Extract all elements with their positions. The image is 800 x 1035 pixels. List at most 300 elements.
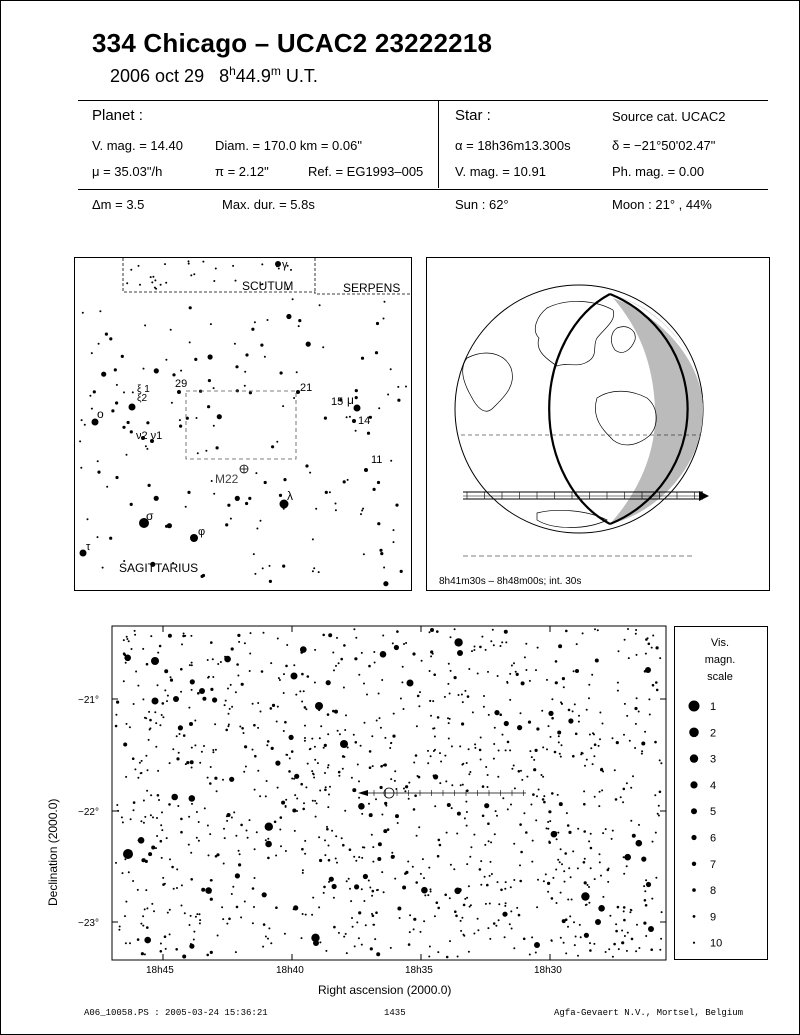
chart-star [237,634,240,637]
chart-star [316,802,318,804]
chart-star [584,933,589,938]
finder-star [185,506,187,508]
chart-star [333,897,335,899]
finder-star [211,480,213,482]
finder-star [360,513,362,515]
chart-star [319,790,321,792]
chart-star [427,750,429,752]
chart-star [184,912,186,914]
chart-star [363,683,365,685]
chart-star [375,911,378,914]
label-21: 21 [300,382,313,394]
chart-star [381,814,383,816]
finder-star [296,371,298,373]
chart-star [232,886,234,888]
chart-star [430,628,434,632]
chart-star [648,643,651,646]
finder-star [97,536,99,538]
chart-star [427,762,429,764]
finder-star [254,573,256,575]
chart-star [195,916,197,918]
chart-star [480,884,482,886]
finder-star [148,484,151,487]
chart-star [509,699,511,701]
chart-star [548,725,550,727]
x-axis-label: Right ascension (2000.0) [318,983,452,997]
finder-star [255,472,257,474]
legend-title-1: Vis. [710,637,730,649]
chart-star [624,935,626,937]
chart-star [235,951,237,953]
chart-star [439,752,441,754]
chart-star [576,643,578,645]
finder-star [151,281,153,283]
finder-star [260,520,262,522]
chart-star [572,755,575,758]
chart-star [424,894,426,896]
label-mu: μ [347,393,354,407]
chart-star [285,850,287,852]
chart-star [421,660,423,662]
chart-star [338,932,340,934]
chart-star [160,840,163,843]
chart-star [598,805,600,807]
chart-star [494,710,499,715]
chart-star [480,737,482,739]
footer-left: A06_10058.PS : 2005-03-24 15:36:21 [84,1008,268,1018]
chart-star [519,880,522,883]
chart-star [115,725,118,728]
chart-star [588,840,590,842]
finder-star [363,553,365,555]
chart-star [638,947,640,949]
chart-star [176,735,178,737]
finder-star [322,346,324,348]
chart-star [439,782,441,784]
chart-star [227,725,229,727]
chart-star [176,887,178,889]
star-source: Source cat. UCAC2 [612,109,726,124]
label-o: o [97,407,104,421]
hour-sup: h [229,64,236,78]
finder-star [196,417,198,419]
chart-star [369,766,372,769]
chart-star [344,729,346,731]
chart-star [150,814,152,816]
chart-star [436,901,439,904]
finder-star [130,503,133,506]
chart-star [353,734,355,736]
chart-star [361,888,363,890]
chart-star [274,821,277,824]
finder-star [329,491,331,493]
chart-star [304,725,306,727]
chart-star [238,863,241,866]
chart-star [265,795,267,797]
chart-star [535,952,537,954]
chart-star [580,936,582,938]
chart-star [568,718,573,723]
chart-star [472,711,474,713]
chart-star [143,822,145,824]
chart-star [252,749,254,751]
finder-star [390,460,392,462]
finder-star [130,430,133,433]
footer-right: Agfa-Gevaert N.V., Mortsel, Belgium [554,1008,744,1018]
finder-star [179,419,181,421]
chart-star [322,634,325,637]
chart-star [594,743,597,746]
chart-star [636,840,643,847]
finder-star [375,351,378,354]
chart-star [115,714,117,716]
chart-star [506,681,508,683]
chart-star [455,915,458,918]
chart-star [520,712,522,714]
finder-star [269,565,271,567]
chart-star [454,676,457,679]
chart-star [469,906,471,908]
chart-star [620,796,622,798]
chart-star [164,935,167,938]
chart-star [141,952,144,955]
chart-star [181,884,183,886]
chart-star [599,791,601,793]
finder-star [362,508,364,510]
chart-star [651,647,653,649]
chart-star [318,906,320,908]
finder-star [384,301,386,303]
chart-star [268,927,270,929]
chart-star [323,747,325,749]
chart-star [326,828,329,831]
chart-star [318,836,320,838]
chart-star [133,801,136,804]
chart-star [599,712,601,714]
chart-star [430,715,432,717]
x-tick-1830: 18h30 [534,965,562,976]
chart-star [594,628,596,630]
chart-star [621,930,623,932]
chart-star [383,764,385,766]
chart-star [624,639,626,641]
chart-star [449,897,451,899]
chart-star [584,897,586,899]
chart-star [652,841,654,843]
chart-star [325,786,327,788]
chart-star [652,684,655,687]
bright-chart-star [595,919,601,925]
chart-star [191,747,193,749]
chart-star [547,891,549,893]
chart-star [414,794,417,797]
chart-star [372,890,375,893]
chart-star [556,838,558,840]
finder-star [283,478,286,481]
chart-star [179,733,181,735]
chart-star [428,867,430,869]
chart-star [494,727,496,729]
chart-star [358,911,361,914]
chart-star [156,817,158,819]
chart-star [210,688,213,691]
chart-star [365,924,367,926]
chart-star [378,842,382,846]
legend-dot [690,754,698,762]
chart-star [402,666,404,668]
chart-star [267,857,270,860]
chart-star [328,764,330,766]
legend-dot [692,862,696,866]
chart-star [328,794,330,796]
legend-label: 9 [710,911,717,924]
chart-star [566,812,568,814]
chart-star [140,923,142,925]
chart-star [257,702,259,704]
finder-star [127,421,130,424]
finder-star [122,426,125,429]
chart-star [275,855,277,857]
chart-star [650,948,653,951]
finder-star [282,405,284,407]
finder-star [232,265,234,267]
star-14 [352,419,356,423]
chart-star [517,725,522,730]
finder-star [261,263,263,265]
chart-star [239,726,241,728]
chart-star [536,795,538,797]
chart-star [265,841,272,848]
chart-star [118,929,120,931]
chart-star [468,773,470,775]
chart-star [189,722,193,726]
label-xi1: ξ 1 [137,384,150,395]
chart-star [331,830,333,832]
chart-star [627,628,629,630]
chart-star [659,657,661,659]
chart-star [552,877,554,879]
chart-star [294,830,296,832]
chart-star [521,681,525,685]
chart-star [249,819,251,821]
chart-star [155,722,157,724]
chart-star [152,816,154,818]
finder-star [144,324,146,326]
chart-star [652,635,654,637]
finder-star [383,567,385,569]
chart-star [215,855,218,858]
chart-star [319,859,322,862]
chart-star [148,739,150,741]
chart-star [526,776,528,778]
chart-star [351,777,353,779]
chart-star [397,907,401,911]
chart-star [376,720,378,722]
chart-star [530,804,532,806]
finder-star [80,467,82,469]
chart-star [565,630,568,633]
chart-star [582,632,584,634]
chart-star [521,779,523,781]
star-mu [354,405,361,412]
chart-star [159,724,161,726]
chart-star [373,924,375,926]
page-title: 334 Chicago – UCAC2 23222218 [92,28,493,58]
legend-label: 10 [710,937,723,950]
finder-star [146,421,149,424]
chart-star [155,746,157,748]
info-bottom-rule [78,189,768,190]
legend-dot [689,701,700,712]
chart-star [240,916,242,918]
chart-star [601,789,603,791]
chart-star [400,698,402,700]
chart-star [437,951,439,953]
chart-star [193,931,195,933]
chart-star [342,844,345,847]
chart-star [629,740,631,742]
chart-star [468,668,470,670]
chart-star [451,807,453,809]
finder-star [313,567,315,569]
chart-star [462,763,464,765]
chart-star [466,811,468,813]
chart-star [122,821,124,823]
chart-star [170,676,172,678]
chart-star [617,690,619,692]
chart-star [270,942,272,944]
star-delta: δ = −21°50'02.47" [612,138,716,153]
chart-star [568,831,571,834]
chart-star [332,884,337,889]
chart-star [477,929,479,931]
finder-star [230,518,232,520]
chart-star [263,632,265,634]
chart-star [497,675,499,677]
chart-star [519,864,521,866]
chart-star [368,803,370,805]
bright-chart-star [648,926,654,932]
chart-star [543,880,545,882]
chart-star [542,776,544,778]
chart-star [513,662,515,664]
chart-star [334,710,338,714]
chart-star [328,859,331,862]
chart-star [389,747,391,749]
chart-star [484,876,486,878]
chart-star [364,722,366,724]
chart-star [523,938,526,941]
chart-star [304,737,306,739]
label-gamma: γ [282,259,288,271]
finder-chart-svg [75,258,411,590]
chart-star [644,899,647,902]
chart-star [555,869,557,871]
chart-star [201,751,203,753]
chart-star [493,743,495,745]
chart-star [177,805,179,807]
planet-vmag: V. mag. = 14.40 [92,138,183,153]
chart-star [301,701,303,703]
finder-star [286,314,291,319]
finder-star [298,325,300,327]
chart-star [191,767,193,769]
finder-star [400,570,403,573]
finder-star [306,342,311,347]
chart-star [659,949,661,951]
chart-star [647,637,649,639]
chart-star [384,737,386,739]
chart-star [468,951,470,953]
chart-star [240,824,243,827]
chart-star [358,797,360,799]
finder-star [84,424,86,426]
chart-star [320,725,322,727]
chart-star [327,767,329,769]
chart-star [169,762,171,764]
chart-star [654,794,656,796]
chart-star [342,768,344,770]
chart-star [381,679,383,681]
chart-star [302,869,304,871]
chart-star [433,727,435,729]
chart-star [235,873,240,878]
chart-star [635,950,637,952]
chart-star [188,707,190,709]
chart-star [303,802,305,804]
chart-star [207,777,209,779]
finder-star [249,391,252,394]
finder-star [279,494,282,497]
bright-chart-star [123,849,133,859]
chart-star [372,765,374,767]
finder-star [312,538,314,540]
chart-star [564,852,567,855]
chart-star [520,770,522,772]
chart-star [294,794,296,796]
chart-star [380,786,383,789]
chart-star [180,691,182,693]
chart-star [420,873,422,875]
chart-star [189,795,196,802]
finder-star [312,570,314,572]
chart-star [551,897,554,900]
chart-star [228,713,230,715]
chart-star [457,812,461,816]
chart-star [535,749,538,752]
chart-star [602,896,604,898]
chart-star [392,735,395,738]
chart-star [354,884,359,889]
finder-star [179,425,182,428]
chart-star [164,883,166,885]
chart-star [631,938,634,941]
chart-star [422,858,424,860]
field-of-view-box [186,391,296,459]
chart-star [487,927,489,929]
chart-star [616,741,619,744]
chart-star [623,788,626,791]
legend-label: 8 [710,885,717,898]
chart-star [635,633,637,635]
chart-star [611,838,613,840]
chart-star [504,936,506,938]
chart-star [369,750,372,753]
chart-star [548,711,553,716]
chart-star [546,679,548,681]
finder-star [213,425,215,427]
chart-star [244,745,247,748]
